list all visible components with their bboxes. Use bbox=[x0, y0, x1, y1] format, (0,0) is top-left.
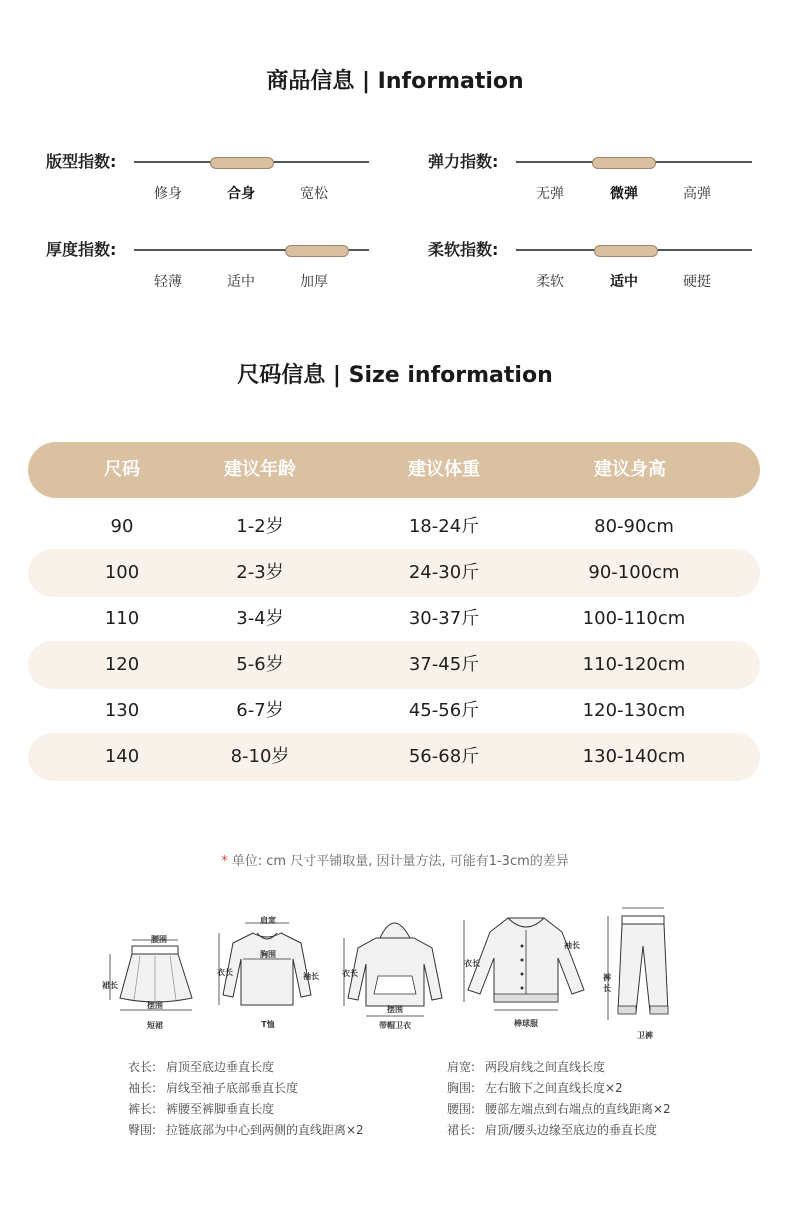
index-label: 弹力指数: bbox=[428, 152, 499, 171]
skirt-hem-label: 摆围 bbox=[147, 1001, 163, 1010]
measurement-note bbox=[0, 850, 790, 869]
definition-value: 拉链底部为中心到两侧的直线距离×2 bbox=[166, 1123, 364, 1137]
cell-height: 110-120cm bbox=[582, 654, 686, 675]
definition-key: 臀围: bbox=[128, 1123, 157, 1137]
definition-value: 肩顶至底边垂直长度 bbox=[166, 1060, 275, 1074]
tshirt-sleeve-label: 袖长 bbox=[303, 972, 319, 981]
table-row bbox=[28, 549, 760, 597]
baseball-jacket-illustration bbox=[462, 910, 590, 1032]
pants-illustration bbox=[600, 902, 680, 1042]
skirt-caption: 短裙 bbox=[147, 1021, 163, 1030]
softness-index bbox=[428, 238, 773, 298]
tshirt-caption: T恤 bbox=[261, 1020, 275, 1029]
tshirt-illustration bbox=[215, 915, 320, 1030]
index-option-selected: 合身 bbox=[227, 186, 255, 202]
definition-row bbox=[128, 1120, 364, 1141]
definition-value: 肩线至袖子底部垂直长度 bbox=[166, 1081, 299, 1095]
index-option: 硬挺 bbox=[683, 274, 711, 290]
index-indicator bbox=[210, 157, 274, 169]
thickness-index bbox=[46, 238, 391, 298]
index-option: 宽松 bbox=[300, 186, 328, 202]
tshirt-length-label: 衣长 bbox=[217, 968, 233, 977]
header-size: 尺码 bbox=[104, 459, 140, 480]
index-option: 柔软 bbox=[536, 274, 564, 290]
definition-key: 胸围: bbox=[447, 1081, 476, 1095]
definition-key: 裙长: bbox=[447, 1123, 476, 1137]
cell-weight: 45-56斤 bbox=[408, 700, 480, 721]
pants-caption: 卫裤 bbox=[637, 1031, 653, 1040]
cell-weight: 37-45斤 bbox=[408, 654, 480, 675]
cell-size: 100 bbox=[104, 562, 140, 583]
index-indicator bbox=[285, 245, 349, 257]
table-row bbox=[28, 503, 760, 551]
cell-height: 90-100cm bbox=[588, 562, 680, 583]
index-option: 高弹 bbox=[683, 186, 711, 202]
cell-size: 90 bbox=[110, 516, 134, 537]
skirt-length-label: 裙长 bbox=[102, 981, 118, 990]
cell-size: 140 bbox=[104, 746, 140, 767]
fit-index bbox=[46, 150, 391, 210]
index-option-selected: 微弹 bbox=[610, 186, 638, 202]
definition-row bbox=[128, 1057, 364, 1078]
note-text: 单位: cm 尺寸平铺取量, 因计量方法, 可能有1-3cm的差异 bbox=[231, 854, 569, 869]
cell-height: 120-130cm bbox=[582, 700, 686, 721]
header-weight: 建议体重 bbox=[408, 459, 480, 480]
hoodie-length-label: 衣长 bbox=[342, 969, 358, 978]
definitions-right bbox=[447, 1057, 671, 1141]
cell-age: 8-10岁 bbox=[230, 746, 290, 767]
jacket-icon bbox=[462, 910, 590, 1032]
jacket-length-label: 衣长 bbox=[464, 959, 480, 968]
definition-row bbox=[447, 1120, 671, 1141]
cell-weight: 18-24斤 bbox=[408, 516, 480, 537]
index-label: 版型指数: bbox=[46, 152, 117, 171]
cell-weight: 30-37斤 bbox=[408, 608, 480, 629]
definition-key: 腰围: bbox=[447, 1102, 476, 1116]
definitions-left bbox=[128, 1057, 364, 1141]
index-option: 修身 bbox=[154, 186, 182, 202]
cell-height: 80-90cm bbox=[594, 516, 674, 537]
definition-row bbox=[447, 1078, 671, 1099]
table-row bbox=[28, 595, 760, 643]
index-label: 柔软指数: bbox=[428, 240, 499, 259]
index-option: 适中 bbox=[227, 274, 255, 290]
size-info-title: 尺码信息 | Size information bbox=[237, 363, 553, 388]
definition-row bbox=[447, 1057, 671, 1078]
pants-length-label: 裤长 bbox=[603, 973, 611, 993]
definition-row bbox=[128, 1099, 364, 1120]
hoodie-hem-label: 摆围 bbox=[387, 1005, 403, 1014]
cell-height: 100-110cm bbox=[582, 608, 686, 629]
skirt-waist-label: 腰围 bbox=[151, 935, 167, 944]
index-label: 厚度指数: bbox=[46, 240, 117, 259]
definition-row bbox=[128, 1078, 364, 1099]
index-option-selected: 加厚 bbox=[300, 274, 328, 290]
definition-key: 袖长: bbox=[128, 1081, 157, 1095]
header-height: 建议身高 bbox=[594, 459, 666, 480]
definition-value: 腰部左端点到右端点的直线距离×2 bbox=[485, 1102, 671, 1116]
size-table-header bbox=[28, 442, 760, 498]
definition-key: 裤长: bbox=[128, 1102, 157, 1116]
note-star: * bbox=[221, 854, 228, 869]
index-indicator bbox=[594, 245, 658, 257]
cell-age: 5-6岁 bbox=[236, 654, 284, 675]
index-option-selected: 适中 bbox=[610, 274, 638, 290]
definition-value: 裤腰至裤脚垂直长度 bbox=[166, 1102, 275, 1116]
definition-key: 肩宽: bbox=[447, 1060, 476, 1074]
cell-weight: 56-68斤 bbox=[408, 746, 480, 767]
cell-age: 3-4岁 bbox=[236, 608, 284, 629]
cell-size: 120 bbox=[104, 654, 140, 675]
index-option: 无弹 bbox=[536, 186, 564, 202]
table-row bbox=[28, 687, 760, 735]
jacket-caption: 棒球服 bbox=[514, 1019, 538, 1028]
definition-value: 两段肩线之间直线长度 bbox=[485, 1060, 606, 1074]
table-row bbox=[28, 733, 760, 781]
hoodie-illustration bbox=[340, 912, 448, 1032]
tshirt-chest-label: 胸围 bbox=[260, 950, 276, 959]
cell-size: 110 bbox=[104, 608, 140, 629]
skirt-illustration bbox=[100, 930, 205, 1030]
cell-weight: 24-30斤 bbox=[408, 562, 480, 583]
index-indicator bbox=[592, 157, 656, 169]
definition-value: 肩顶/腰头边缘至底边的垂直长度 bbox=[485, 1123, 658, 1137]
definition-value: 左右腋下之间直线长度×2 bbox=[485, 1081, 623, 1095]
cell-size: 130 bbox=[104, 700, 140, 721]
jacket-sleeve-label: 袖长 bbox=[564, 941, 580, 950]
definition-key: 衣长: bbox=[128, 1060, 157, 1074]
elasticity-index bbox=[428, 150, 773, 210]
cell-age: 1-2岁 bbox=[236, 516, 284, 537]
definition-row bbox=[447, 1099, 671, 1120]
product-info-title: 商品信息 | Information bbox=[266, 69, 524, 94]
tshirt-shoulder-label: 肩宽 bbox=[260, 916, 276, 925]
index-option: 轻薄 bbox=[154, 274, 182, 290]
table-row bbox=[28, 641, 760, 689]
cell-age: 6-7岁 bbox=[236, 700, 284, 721]
header-age: 建议年龄 bbox=[224, 459, 296, 480]
hoodie-caption: 带帽卫衣 bbox=[379, 1021, 411, 1030]
cell-height: 130-140cm bbox=[582, 746, 686, 767]
cell-age: 2-3岁 bbox=[236, 562, 284, 583]
